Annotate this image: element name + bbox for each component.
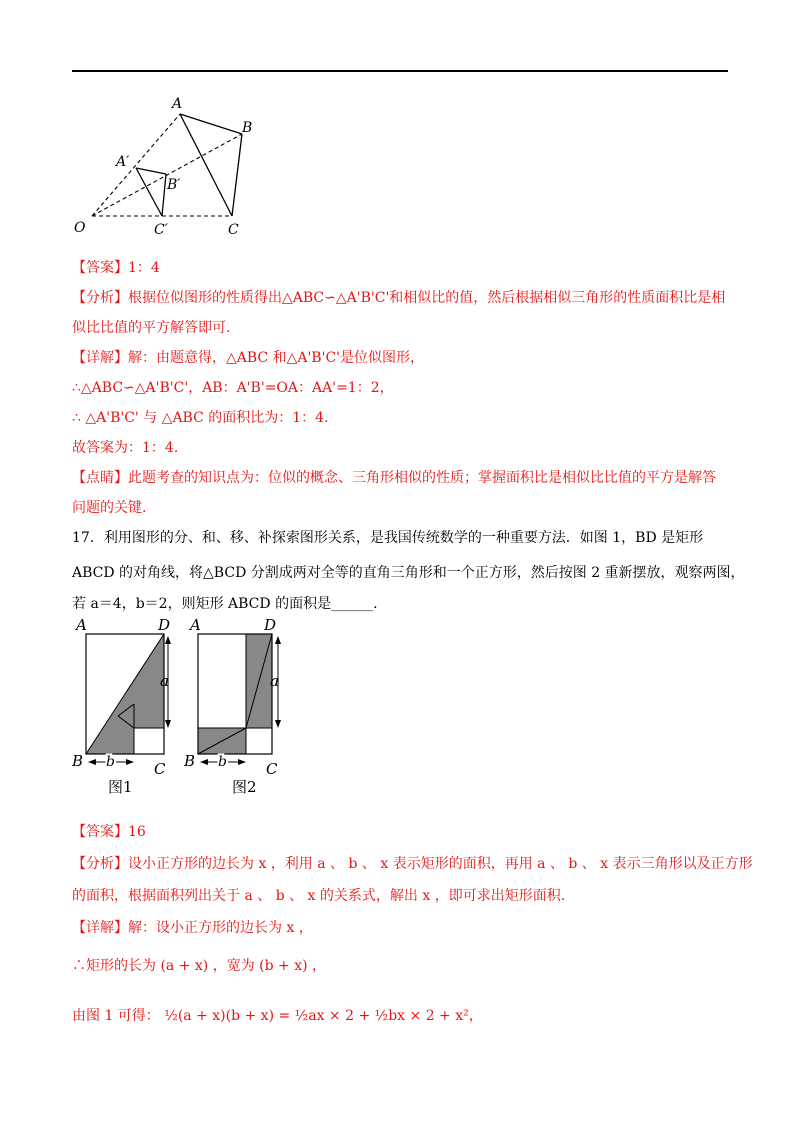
- q16-detail-line2: ∴△ABC∽△A'B'C'，AB：A'B'=OA：AA'=1：2，: [72, 380, 394, 396]
- q16-analysis-line1: 【分析】根据位似图形的性质得出△ABC∽△A'B'C'和相似比的值，然后根据相似三角形的性质面积比是相: [72, 290, 726, 306]
- q16-analysis-line2: 似比比值的平方解答即可.: [72, 320, 231, 336]
- q16-detail-line1: 【详解】解：由题意得，△ABC 和△A'B'C'是位似图形，: [72, 350, 425, 366]
- fig1-label-a: a: [160, 672, 169, 690]
- header-rule: [72, 70, 728, 72]
- fig1-label-D: D: [158, 616, 171, 634]
- fig1-label-C: C: [154, 760, 166, 778]
- label-B-prime: B′: [167, 177, 181, 193]
- fig2-label-C: C: [266, 760, 278, 778]
- fig1-label-B: B: [72, 752, 84, 770]
- fig1-label-b: b: [106, 754, 115, 770]
- fig1-caption: 图1: [108, 778, 133, 796]
- homothety-figure: [70, 92, 260, 237]
- q17-analysis-line1: 【分析】设小正方形的边长为 x ，利用 a 、 b 、 x 表示矩形的面积，再用 a 、 b 、 x 表示三角形以及正方形: [72, 856, 753, 872]
- q16-point-line2: 问题的关键.: [72, 500, 147, 516]
- fig2-label-B: B: [184, 752, 196, 770]
- label-A-prime: A′: [116, 154, 130, 170]
- q16-detail-line4: 故答案为：1：4.: [72, 440, 179, 456]
- q17-analysis-line2: 的面积，根据面积列出关于 a 、 b 、 x 的关系式，解出 x ，即可求出矩形面积.: [72, 888, 566, 904]
- figure-2: [183, 616, 281, 796]
- figure-1: [71, 616, 171, 796]
- label-C-prime: C′: [154, 222, 168, 237]
- q16-point-line1: 【点睛】此题考查的知识点为：位似的概念、三角形相似的性质；掌握面积比是相似比比值的平方是解答: [72, 470, 716, 486]
- q17-question-line2: ABCD 的对角线，将△BCD 分割成两对全等的直角三角形和一个正方形，然后按图 2 重新摆放，观察两图，: [72, 565, 745, 581]
- rectangle-figures: [70, 614, 330, 804]
- fig1-label-A: A: [76, 616, 87, 634]
- q17-question-line1: 17．利用图形的分、和、移、补探索图形关系，是我国传统数学的一种重要方法．如图 1，BD 是矩形: [72, 530, 704, 546]
- q17-detail-line1: 【详解】解：设小正方形的边长为 x ，: [72, 920, 313, 936]
- q17-answer: 【答案】16: [72, 824, 146, 840]
- fig2-caption: 图2: [232, 778, 257, 796]
- fig2-label-D: D: [264, 616, 277, 634]
- fig2-label-A: A: [190, 616, 201, 634]
- fig2-label-a: a: [270, 672, 279, 690]
- label-B: B: [242, 120, 253, 136]
- q17-detail-line2: ∴矩形的长为 (a + x) ，宽为 (b + x) ，: [72, 958, 327, 974]
- q17-detail-line3: 由图 1 可得： ½(a + x)(b + x) = ½ax × 2 + ½bx × 2 + x²，: [72, 1008, 483, 1024]
- label-O: O: [74, 220, 86, 236]
- q16-answer: 【答案】1：4: [72, 260, 160, 276]
- q16-detail-line3: ∴ △A'B'C' 与 △ABC 的面积比为：1：4.: [72, 410, 329, 426]
- label-A: A: [172, 96, 183, 112]
- q17-question-line3: 若 a＝4，b＝2，则矩形 ABCD 的面积是______.: [72, 596, 378, 612]
- label-C: C: [228, 222, 239, 237]
- fig2-label-b: b: [218, 754, 227, 770]
